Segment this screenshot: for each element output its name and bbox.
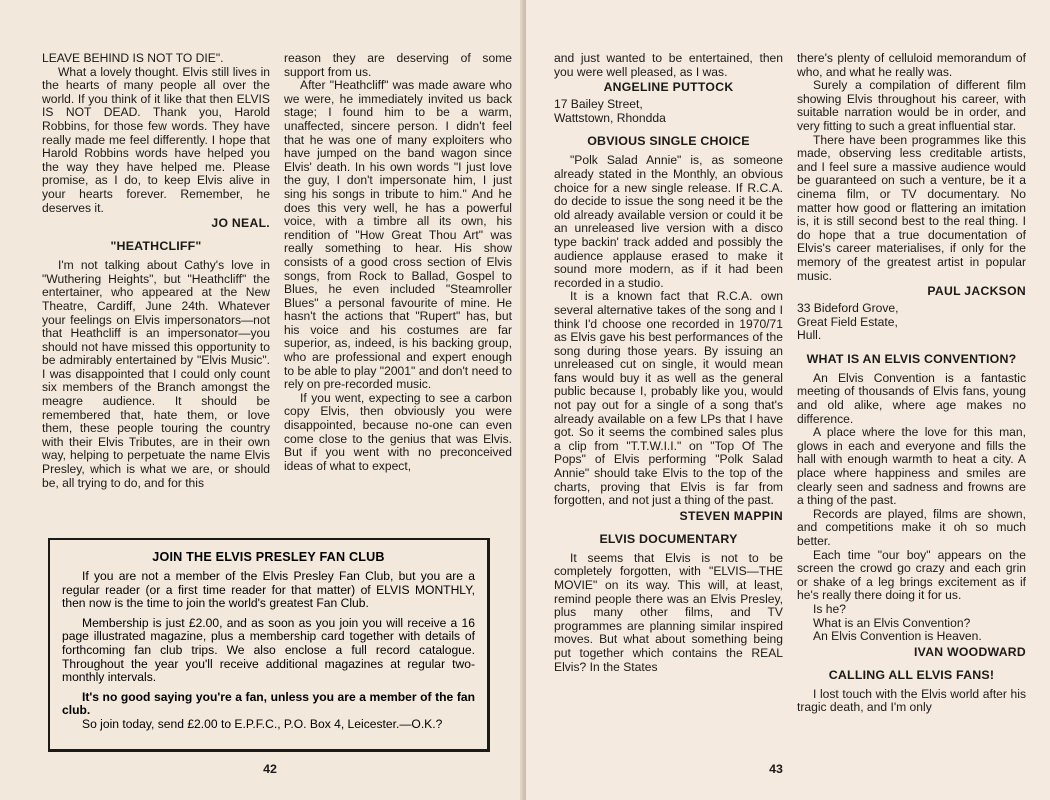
article-paragraph: An Elvis Convention is a fantastic meeting of thousands of Elvis fans, young and old alike, where age makes no difference. (797, 370, 1026, 426)
author-signature: PAUL JACKSON (927, 284, 1026, 299)
article-paragraph: Surely a compilation of different film showing Elvis throughout his career, with suitable narration would be in order, and very fitting to such a great influential star. (797, 78, 1026, 133)
author-signature: JO NEAL. (211, 216, 270, 231)
fan-club-paragraph: If you are not a member of the Elvis Presley Fan Club, but you are a regular reader (or a first time reader for that matter) of ELVIS MONTHLY, then now is the time to join the world's greatest Fan Club. (62, 569, 475, 611)
author-signature: STEVEN MAPPIN (679, 508, 783, 523)
author-signature: IVAN WOODWARD (914, 644, 1026, 659)
address-line: Great Field Estate, (797, 314, 898, 329)
article-paragraph: "Polk Salad Annie" is, as someone already stated in the Monthly, an obvious choice for a new single release. If R.C.A. do decide to issue the song need it be the old already available version or could it be an unreleased live version with a disco type backin' track added and possibly the audience applause erased to make it sound more modern, as if it had been recorded in a studio. (554, 153, 783, 290)
address-block (554, 98, 783, 125)
article-paragraph: Records are played, films are shown, and competitions make it oh so much better. (797, 506, 1026, 548)
article-paragraph: After "Heathcliff" was made aware who we were, he immediately invited us back stage; I found him to be a warm, unaffected, sincere person. I didn't feel that he was one of many exploiters who have jumped on the band wagon since Elvis' death. In his own words "I just love the guy, I don't impersonate him, I just sing his songs in tribute to him." And he does this very well, he has a powerful voice, with a timbre all its own, his rendition of "How Great Thou Art" was really something to hear. His show consists of a good cross section of Elvis songs, from Rock to Ballad, Gospel to Blues, he even included "Steamroller Blues" a personal favourite of mine. He hasn't the actions that "Rupert" has, but his voice and his costumes are far superior, as, indeed, is his backing group, who are professional and expert enough to be able to play "2001" and don't need to rely on pre-recorded music. (284, 78, 512, 392)
article-heading: WHAT IS AN ELVIS CONVENTION? (806, 351, 1017, 366)
article-paragraph: A place where the love for this man, glows in each and everyone and fills the hall with enough warmth to heat a city. A place where happiness and smiles are clearly seen and sadness and frowns are a thing of the past. (797, 425, 1026, 508)
article-paragraph: There have been programmes like this made, observing less creditable artists, and I feel sure a massive audience would be guaranteed on such a venture, be it a cinema film, or TV documentary. No matter how good or flattering an imitation is, it is still second best to the real thing. I do hope that a true documentation of Elvis's career materialises, if only for the memory of the greatest artist in popular music. (797, 132, 1026, 283)
article-paragraph: An Elvis Convention is Heaven. (813, 629, 982, 644)
article-paragraph: What a lovely thought. Elvis still lives in the hearts of many people all over the world. If you think of it like that then ELVIS IS NOT DEAD. Thank you, Harold Robbins, for those few words. They have really made me feel differently. I hope that Harold Robbins words have helped you the way they have helped me. Please promise, as I do, to keep Elvis alive in your hearts forever. Remember, he deserves it. (42, 64, 270, 215)
right-page-columns (554, 52, 1026, 715)
article-heading: CALLING ALL ELVIS FANS! (828, 667, 995, 682)
address-block (797, 302, 1026, 343)
right-column-1 (554, 52, 783, 715)
article-paragraph: It seems that Elvis is not to be completely forgotten, with "ELVIS—THE MOVIE" on its way. This will, at least, remind people there was an Elvis Presley, plus many other films, and TV programmes are planning similar inspired moves. But what about something being put together which contains the REAL Elvis? In the States (554, 550, 783, 674)
article-heading: ELVIS DOCUMENTARY (599, 531, 738, 546)
article-paragraph: I'm not talking about Cathy's love in "Wuthering Heights", but "Heathcliff" the entertainer, who appeared at the New Theatre, Cardiff, June 24th. Whatever your feelings on Elvis impersonators—not that Heathcliff is an impersonator—you should not have missed this opportunity to be admirably entertained by "Elvis Music". I was disappointed that I could only count six members of the Branch amongst the meagre audience. It should be remembered that, hate them, or love them, these people touring the country with their Elvis Tributes, are in their own way, helping to perpetuate the name Elvis Presley, which is what we are, or should be, all trying to do, and for this (42, 258, 270, 490)
article-paragraph: Each time "our boy" appears on the screen the crowd go crazy and each grin or shake of a leg brings excitement as if he's really there doing it for us. (797, 547, 1026, 603)
fan-club-heading: JOIN THE ELVIS PRESLEY FAN CLUB (152, 550, 385, 564)
page-number: 43 (769, 762, 783, 776)
address-line: Hull. (797, 328, 822, 343)
right-column-2 (797, 52, 1026, 715)
fan-club-box (48, 538, 490, 752)
left-column-2 (284, 52, 512, 490)
fan-club-paragraph: So join today, send £2.00 to E.P.F.C., P.O. Box 4, Leicester.—O.K.? (82, 716, 443, 731)
article-paragraph: reason they are deserving of some support from us. (284, 51, 512, 79)
author-signature: ANGELINE PUTTOCK (603, 80, 734, 95)
article-paragraph: and just wanted to be entertained, then you were well pleased, as I was. (554, 51, 783, 79)
page-number: 42 (263, 762, 277, 776)
article-paragraph: LEAVE BEHIND IS NOT TO DIE". (42, 51, 224, 65)
article-paragraph: What is an Elvis Convention? (813, 615, 971, 630)
left-column-1 (42, 52, 270, 490)
article-paragraph: I lost touch with the Elvis world after his tragic death, and I'm only (797, 686, 1026, 715)
article-paragraph: Is he? (813, 601, 846, 616)
article-paragraph: there's plenty of celluloid memorandum of who, and what he really was. (797, 51, 1026, 79)
right-page (526, 0, 1050, 800)
article-heading: OBVIOUS SINGLE CHOICE (587, 134, 750, 149)
address-line: 33 Bideford Grove, (797, 301, 899, 316)
article-paragraph: It is a known fact that R.C.A. own several alternative takes of the song and I think I'd choose one recorded in 1970/71 as Elvis gave his best performances of the song during those years. By issuing an unreleased cut on single, it would mean fans would buy it as well as the general public because I, probably like you, would not pay out for a single of a song that's already available on a few LPs that I have got. So it seems the combined sales plus a clip from "T.T.W.I.I." on "Top Of The Pops" of Elvis performing "Polk Salad Annie" should take Elvis to the top of the charts, proving that Elvis is far from forgotten, and not just a thing of the past. (554, 289, 783, 508)
address-line: 17 Bailey Street, (554, 97, 643, 112)
left-page-columns (42, 52, 512, 490)
fan-club-paragraph: Membership is just £2.00, and as soon as you join you will receive a 16 page illustrated magazine, plus a membership card together with details of forthcoming fan club trips. We also enclose a full record catalogue. Throughout the year you'll receive additional magazines at regular two-monthly intervals. (62, 615, 475, 685)
address-line: Wattstown, Rhondda (554, 110, 666, 125)
fan-club-slogan: It's no good saying you're a fan, unless you are a member of the fan club. (62, 689, 475, 718)
article-paragraph: If you went, expecting to see a carbon copy Elvis, then obviously you were disappointed, because no-one can even come close to the genius that was Elvis. But if you went with no preconceived ideas of what to expect, (284, 390, 512, 473)
article-heading: "HEATHCLIFF" (110, 239, 202, 254)
